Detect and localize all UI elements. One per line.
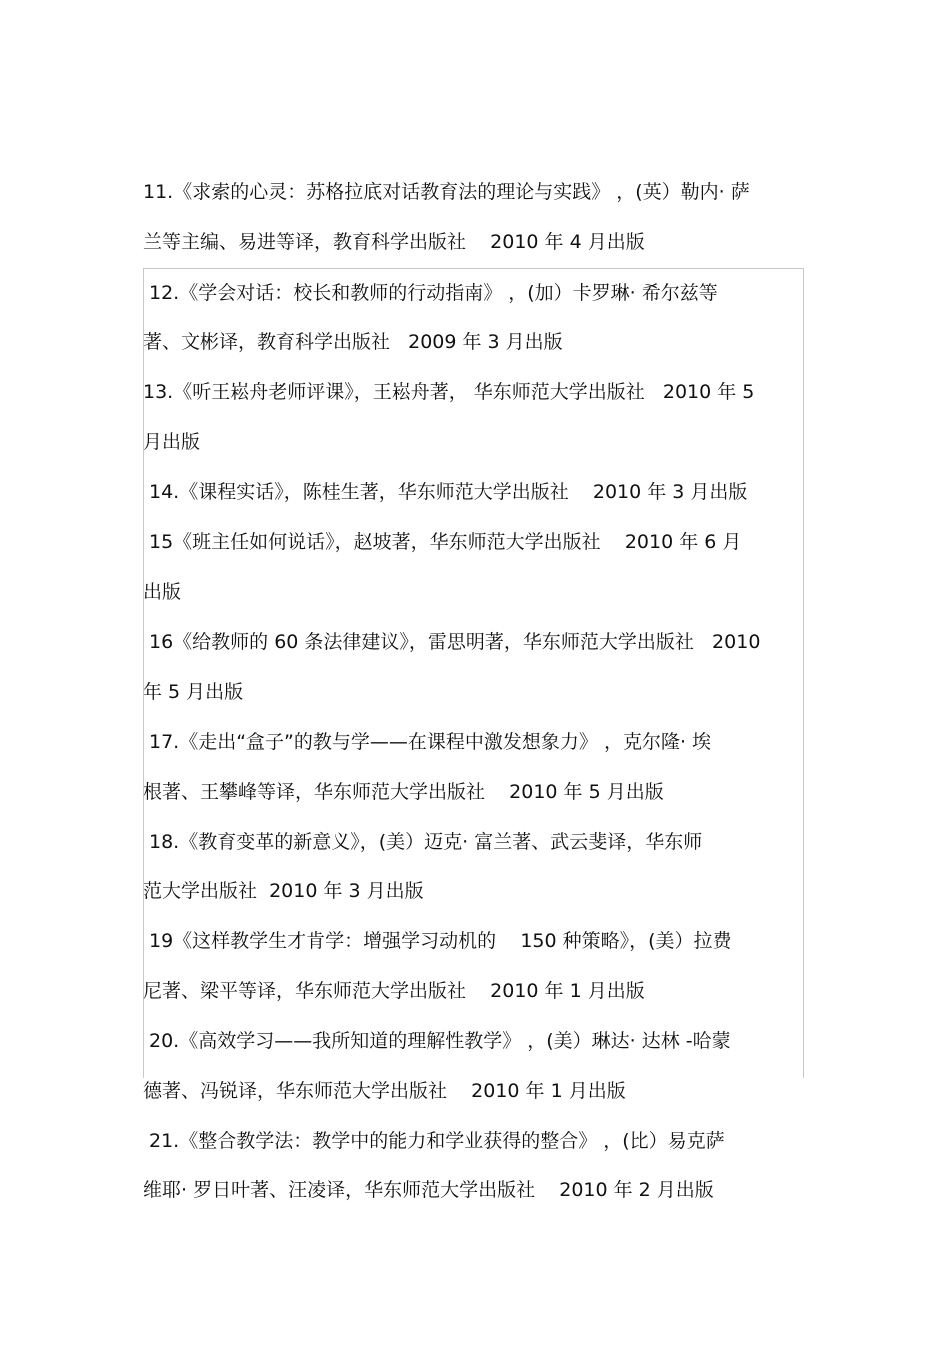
entry-19-line-1: 19《这样教学生才肯学：增强学习动机的 150 种策略》，(美）拉费 xyxy=(149,930,732,952)
entry-15-line-1: 15《班主任如何说话》，赵坡著，华东师范大学出版社 2010 年 6 月 xyxy=(149,531,742,553)
entry-18-line-1: 18.《教育变革的新意义》，(美）迈克· 富兰著、武云斐译，华东师 xyxy=(149,831,703,853)
entry-21-line-2: 维耶· 罗日叶著、汪凌译，华东师范大学出版社 2010 年 2 月出版 xyxy=(143,1179,714,1201)
entry-21-line-1: 21.《整合教学法：教学中的能力和学业获得的整合》 ，(比）易克萨 xyxy=(149,1130,725,1152)
entry-12-line-2: 著、文彬译，教育科学出版社 2009 年 3 月出版 xyxy=(143,331,563,353)
entry-11-line-2: 兰等主编、易进等译，教育科学出版社 2010 年 4 月出版 xyxy=(143,231,645,253)
entry-11-line-1: 11.《求索的心灵：苏格拉底对话教育法的理论与实践》 ，(英）勒内· 萨 xyxy=(143,181,750,203)
entry-16-line-1: 16《给教师的 60 条法律建议》，雷思明著，华东师范大学出版社 2010 xyxy=(149,631,761,653)
entry-17-line-1: 17.《走出“盒子”的教与学——在课程中激发想象力》 ，克尔隆· 埃 xyxy=(149,731,712,753)
frame-top-border xyxy=(143,268,804,269)
entry-20-line-1: 20.《高效学习——我所知道的理解性教学》 ，(美）琳达· 达林 -哈蒙 xyxy=(149,1030,731,1052)
entry-20-line-2: 德著、冯锐译，华东师范大学出版社 2010 年 1 月出版 xyxy=(143,1080,626,1102)
frame-right-border xyxy=(803,268,804,1078)
entry-15-line-2: 出版 xyxy=(143,581,182,603)
entry-14-line-1: 14.《课程实话》，陈桂生著，华东师范大学出版社 2010 年 3 月出版 xyxy=(149,481,748,503)
entry-13-line-2: 月出版 xyxy=(143,431,201,453)
entry-19-line-2: 尼著、梁平等译，华东师范大学出版社 2010 年 1 月出版 xyxy=(143,980,645,1002)
entry-17-line-2: 根著、王攀峰等译，华东师范大学出版社 2010 年 5 月出版 xyxy=(143,781,664,803)
entry-13-line-1: 13.《听王崧舟老师评课》，王崧舟著， 华东师范大学出版社 2010 年 5 xyxy=(143,381,755,403)
entry-12-line-1: 12.《学会对话：校长和教师的行动指南》 ，(加）卡罗琳· 希尔兹等 xyxy=(149,282,718,304)
entry-18-line-2: 范大学出版社 2010 年 3 月出版 xyxy=(143,880,424,902)
entry-16-line-2: 年 5 月出版 xyxy=(143,681,244,703)
